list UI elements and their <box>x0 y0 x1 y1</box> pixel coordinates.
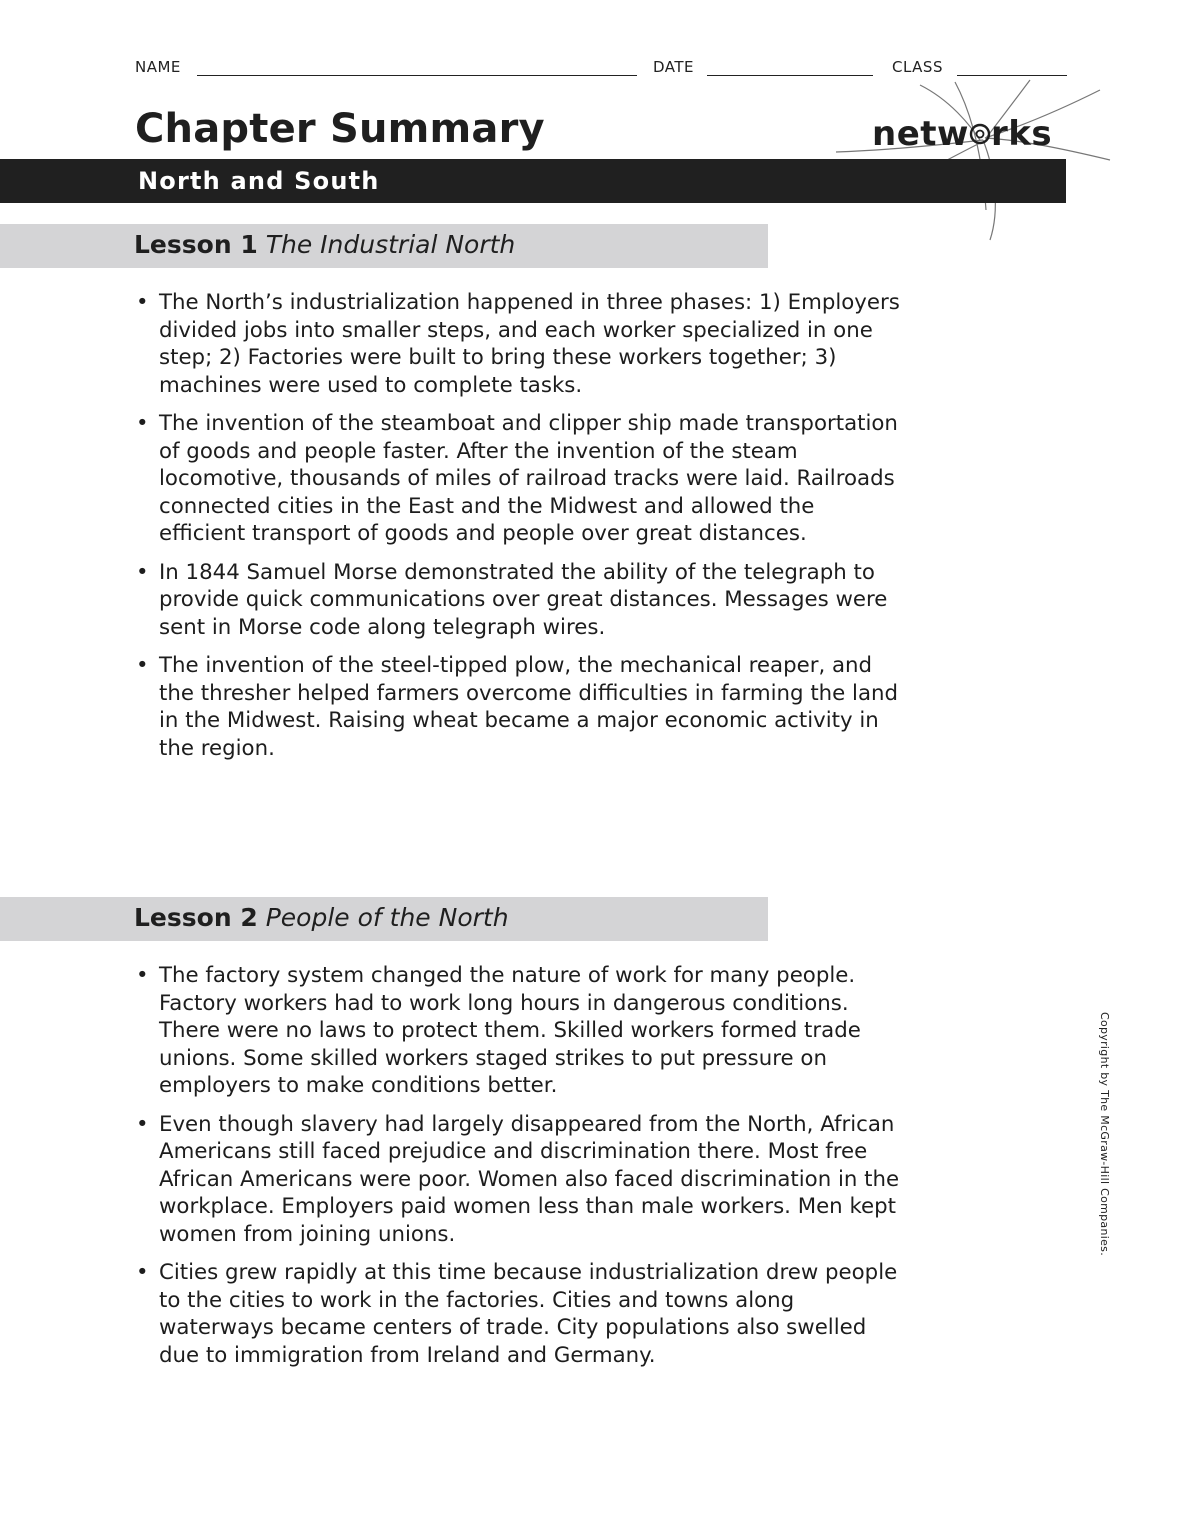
list-item: • Cities grew rapidly at this time because industrialization drew people to the cities to work in the factories. Cities and towns along waterways became centers of trade. City populations also swelled due to immigration from Ireland and Germany. <box>135 1259 905 1369</box>
list-item: • The factory system changed the nature of work for many people. Factory workers had to work long hours in dangerous conditions. There were no laws to protect them. Skilled workers formed trade unions. Some skilled workers staged strikes to put pressure on employers to make conditions better. <box>135 962 905 1100</box>
lesson-1-number: Lesson 1 <box>134 230 258 259</box>
lesson-2-name: People of the North <box>265 903 509 932</box>
list-item: • In 1844 Samuel Morse demonstrated the ability of the telegraph to provide quick communications over great distances. Messages were sent in Morse code along telegraph wires. <box>135 559 905 642</box>
lesson-2-bullets <box>135 962 905 1380</box>
lesson-1-bullets <box>135 289 905 773</box>
class-label: CLASS <box>892 58 943 76</box>
copyright-notice: Copyright by The McGraw-Hill Companies. <box>1098 1012 1111 1256</box>
unit-title-band <box>0 159 1066 203</box>
brand-text-end: rks <box>990 114 1053 154</box>
list-item: • The invention of the steamboat and clipper ship made transportation of goods and people faster. After the invention of the steam locomotive, thousands of miles of railroad tracks were laid. Railroads connected cities in the East and the Midwest and allowed the efficient transport of goods and people over great distances. <box>135 410 905 548</box>
unit-title: North and South <box>138 167 380 195</box>
lesson-2-header <box>0 897 768 941</box>
date-label: DATE <box>653 58 695 76</box>
list-item: • The North’s industrialization happened in three phases: 1) Employers divided jobs into smaller steps, and each worker specialized in one step; 2) Factories were built to bring these workers together; 3) machines were used to complete tasks. <box>135 289 905 399</box>
globe-icon <box>969 114 991 154</box>
name-label: NAME <box>135 58 181 76</box>
lesson-2-number: Lesson 2 <box>134 903 258 932</box>
lesson-1-header <box>0 224 768 268</box>
brand-text-start: netw <box>872 114 969 154</box>
list-item: • Even though slavery had largely disappeared from the North, African Americans still faced prejudice and discrimination there. Most free African Americans were poor. Women also faced discrimination in the workplace. Employers paid women less than male workers. Men kept women from joining unions. <box>135 1111 905 1249</box>
lesson-1-name: The Industrial North <box>265 230 516 259</box>
brand-logo <box>872 114 1052 154</box>
page-title: Chapter Summary <box>135 106 545 152</box>
list-item: • The invention of the steel-tipped plow, the mechanical reaper, and the thresher helped farmers overcome difficulties in farming the land in the Midwest. Raising wheat became a major economic activity in the region. <box>135 652 905 762</box>
name-field-line[interactable] <box>197 75 637 76</box>
